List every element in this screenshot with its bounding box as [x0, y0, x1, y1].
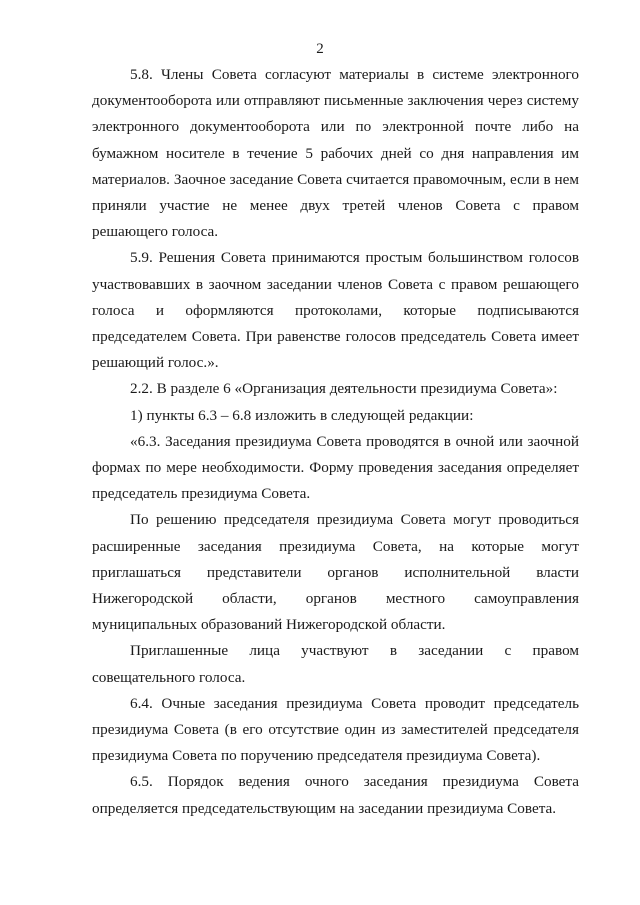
paragraph-5-9: 5.9. Решения Совета принимаются простым большинством голосов участвовавших в заочном заседании членов Совета с правом решающего голоса и оформляются протоколами, которые подписываются председателем Совета. При равенстве голосов председатель Совета имеет решающий голос.». [92, 249, 579, 372]
page-number: 2 [316, 41, 324, 57]
paragraph-6-5: 6.5. Порядок ведения очного заседания президиума Совета определяется председательствующим на заседании президиума Совета. [92, 773, 579, 817]
paragraph-item-1: 1) пункты 6.3 – 6.8 изложить в следующей редакции: [130, 406, 474, 424]
document-body [92, 62, 579, 822]
paragraph-6-4: 6.4. Очные заседания президиума Совета проводит председатель президиума Совета (в его отсутствие один из заместителей председателя президиума Совета по поручению председателя президиума Совета). [92, 694, 579, 765]
paragraph-5-8: 5.8. Члены Совета согласуют материалы в системе электронного документооборота или отправляют письменные заключения через систему электронного документооборота или по электронной почте либо на бумажном носителе в течение 5 рабочих дней со дня направления им материалов. Заочное заседание Совета считается правомочным, если в нем приняли участие не менее двух третей членов Совета с правом решающего голоса. [92, 66, 579, 241]
paragraph-2-2: 2.2. В разделе 6 «Организация деятельности президиума Совета»: [130, 380, 558, 398]
paragraph-6-3: «6.3. Заседания президиума Совета проводятся в очной или заочной формах по мере необходимости. Форму проведения заседания определяет председатель президиума Совета. [92, 432, 579, 503]
paragraph-extended-meetings: По решению председателя президиума Совета могут проводиться расширенные заседания президиума Совета, на которые могут приглашаться представители органов исполнительной власти Нижегородской области, органов местного самоуправления муниципальных образований Нижегородской области. [92, 511, 579, 634]
paragraph-invited-persons: Приглашенные лица участвуют в заседании с правом совещательного голоса. [92, 642, 579, 686]
